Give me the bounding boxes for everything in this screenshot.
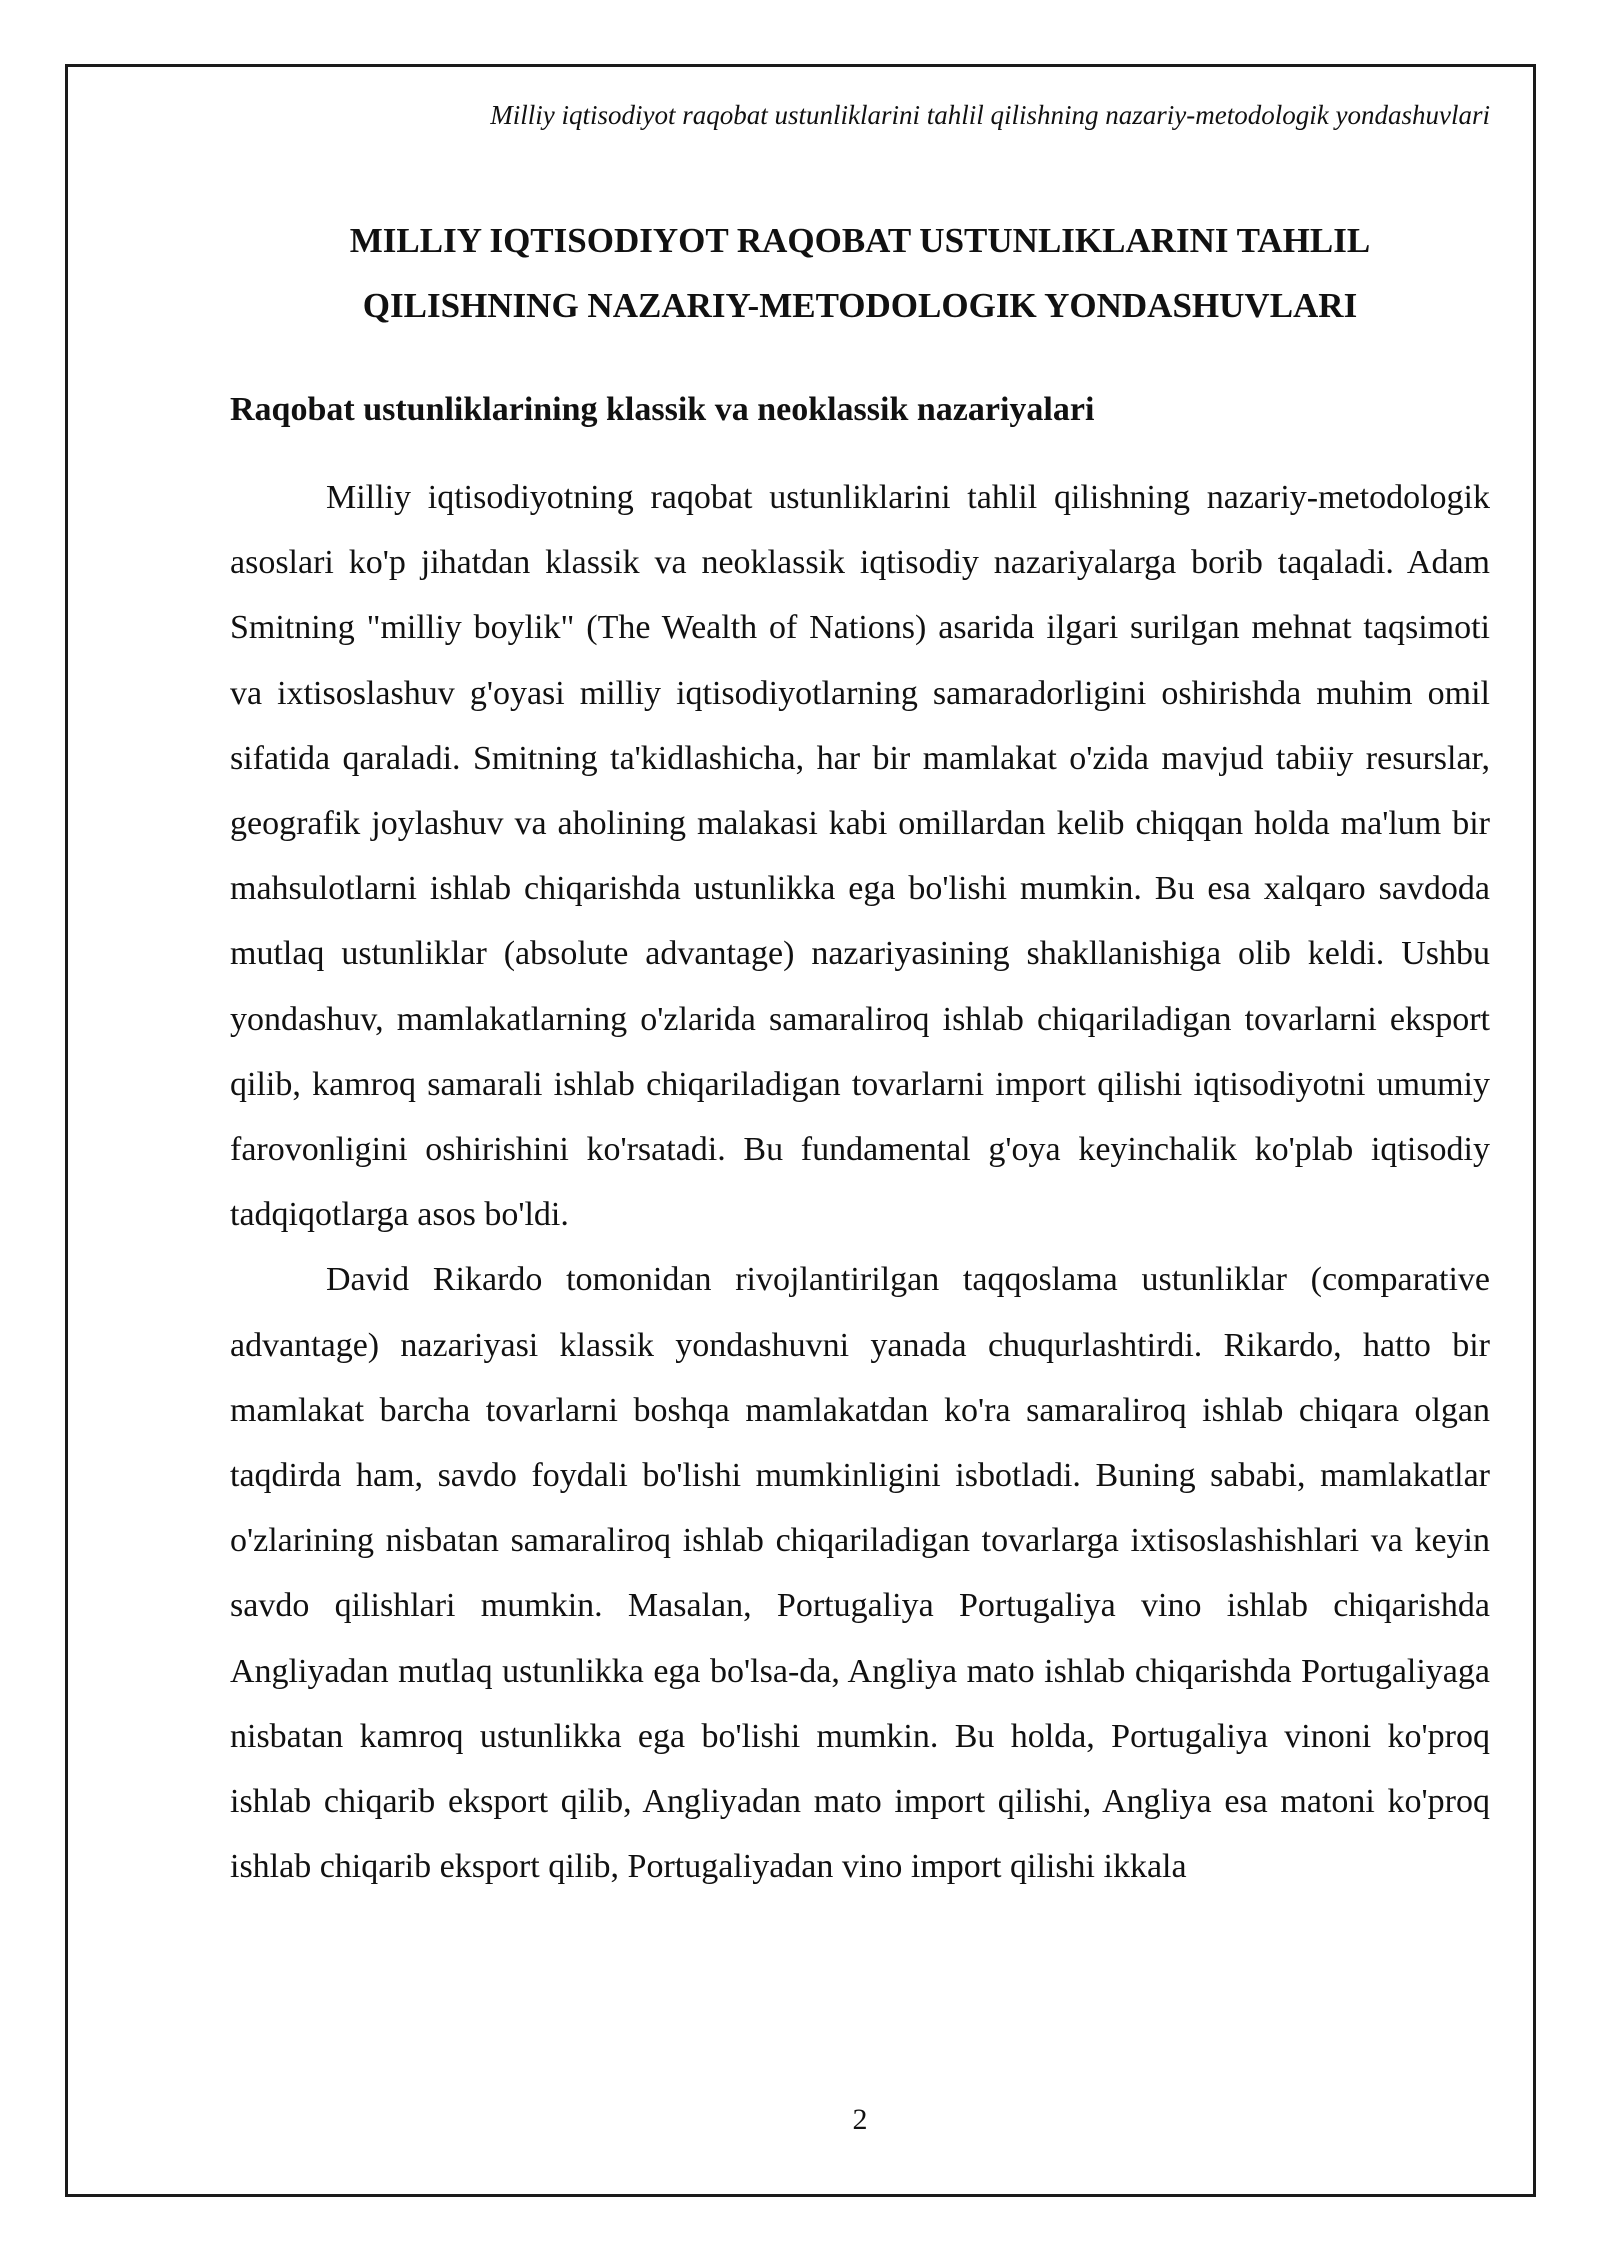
- body-text: [230, 465, 1490, 1899]
- paragraph-2: David Rikardo tomonidan rivojlantirilgan taqqoslama ustunliklar (comparative advantage) nazariyasi klassik yondashuvni yanada chuqurlashtirdi. Rikardo, hatto bir mamlakat barcha tovarlarni boshqa mamlakatdan ko'ra samaraliroq ishlab chiqara olgan taqdirda ham, savdo foydali bo'lishi mumkinligini isbotladi. Buning sababi, mamlakatlar o'zlarining nisbatan samaraliroq ishlab chiqariladigan tovarlarga ixtisoslashishlari va keyin savdo qilishlari mumkin. Masalan, Portugaliya Portugaliya vino ishlab chiqarishda Angliyadan mutlaq ustunlikka ega bo'lsa-da, Angliya mato ishlab chiqarishda Portugaliyaga nisbatan kamroq ustunlikka ega bo'lishi mumkin. Bu holda, Portugaliya vinoni ko'proq ishlab chiqarib eksport qilib, Angliyadan mato import qilishi, Angliya esa matoni ko'proq ishlab chiqarib eksport qilib, Portugaliyadan vino import qilishi ikkala: [230, 1261, 1490, 1886]
- paragraph-1: Milliy iqtisodiyotning raqobat ustunliklarini tahlil qilishning nazariy-metodologik asoslari ko'p jihatdan klassik va neoklassik iqtisodiy nazariyalarga borib taqaladi. Adam Smitning "milliy boylik" (The Wealth of Nations) asarida ilgari surilgan mehnat taqsimoti va ixtisoslashuv g'oyasi milliy iqtisodiyotlarning samaradorligini oshirishda muhim omil sifatida qaraladi. Smitning ta'kidlashicha, har bir mamlakat o'zida mavjud tabiiy resurslar, geografik joylashuv va aholining malakasi kabi omillardan kelib chiqqan holda ma'lum bir mahsulotlarni ishlab chiqarishda ustunlikka ega bo'lishi mumkin. Bu esa xalqaro savdoda mutlaq ustunliklar (absolute advantage) nazariyasining shakllanishiga olib keldi. Ushbu yondashuv, mamlakatlarning o'zlarida samaraliroq ishlab chiqariladigan tovarlarni eksport qilib, kamroq samarali ishlab chiqariladigan tovarlarni import qilishi iqtisodiyotni umumiy farovonligini oshirishini ko'rsatadi. Bu fundamental g'oya keyinchalik ko'plab iqtisodiy tadqiqotlarga asos bo'ldi.: [230, 479, 1490, 1234]
- document-title: [230, 208, 1490, 338]
- document-title-line-2: QILISHNING NAZARIY-METODOLOGIK YONDASHUVLARI: [362, 286, 1358, 325]
- page-number: 2: [852, 2103, 868, 2136]
- document-title-line-1: MILLIY IQTISODIYOT RAQOBAT USTUNLIKLARINI TAHLIL: [349, 221, 1371, 260]
- running-header: Milliy iqtisodiyot raqobat ustunliklarini tahlil qilishning nazariy-metodologik yondashuvlari: [490, 100, 1490, 130]
- section-heading: Raqobat ustunliklarining klassik va neoklassik nazariyalari: [230, 391, 1095, 428]
